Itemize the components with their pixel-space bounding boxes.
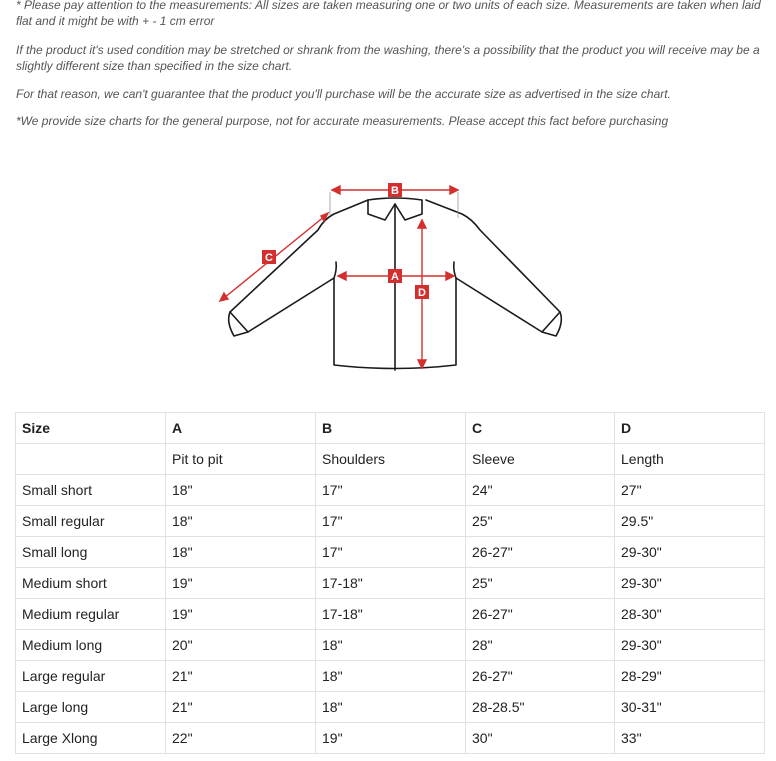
note-used-condition: If the product it's used condition may be stretched or shrank from the washing, there's a possibility that the product you will receive may be a slightly different size than specified in the size chart. (16, 43, 760, 73)
cell-c: 28-28.5" (466, 692, 615, 723)
table-row (16, 723, 765, 754)
marker-d-label: D (418, 287, 426, 299)
marker-a-label: A (391, 271, 399, 283)
cell-size: Small regular (16, 506, 166, 537)
cell-b: 18" (316, 692, 466, 723)
subheader-shoulders: Shoulders (316, 444, 466, 475)
cell-size: Medium regular (16, 599, 166, 630)
cell-b: 18" (316, 661, 466, 692)
cell-size: Small short (16, 475, 166, 506)
header-d: D (615, 413, 765, 444)
cell-b: 17" (316, 475, 466, 506)
cell-b: 17" (316, 506, 466, 537)
table-row (16, 599, 765, 630)
cell-d: 28-30" (615, 599, 765, 630)
cell-c: 28" (466, 630, 615, 661)
cell-size: Large long (16, 692, 166, 723)
cell-b: 17-18" (316, 568, 466, 599)
cell-c: 26-27" (466, 661, 615, 692)
cell-a: 18" (166, 475, 316, 506)
header-b: B (316, 413, 466, 444)
cell-d: 29-30" (615, 537, 765, 568)
cell-d: 29.5" (615, 506, 765, 537)
cell-c: 24" (466, 475, 615, 506)
marker-c-label: C (265, 252, 273, 264)
note-general-purpose: *We provide size charts for the general purpose, not for accurate measurements. Please accept this fact before purchasing (16, 114, 669, 128)
subheader-sleeve: Sleeve (466, 444, 615, 475)
cell-a: 21" (166, 692, 316, 723)
cell-d: 33" (615, 723, 765, 754)
table-row (16, 661, 765, 692)
note-measurement: * Please pay attention to the measurements: All sizes are taken measuring one or two units of each size. Measurements are taken when laid flat and it might be with + - 1 cm error (16, 0, 761, 28)
table-row (16, 506, 765, 537)
cell-a: 19" (166, 568, 316, 599)
cell-a: 18" (166, 537, 316, 568)
table-row (16, 475, 765, 506)
cell-b: 17" (316, 537, 466, 568)
cell-a: 20" (166, 630, 316, 661)
cell-a: 18" (166, 506, 316, 537)
cell-b: 17-18" (316, 599, 466, 630)
subheader-pit-to-pit: Pit to pit (166, 444, 316, 475)
subheader-size (16, 444, 166, 475)
cell-c: 30" (466, 723, 615, 754)
header-c: C (466, 413, 615, 444)
cell-c: 26-27" (466, 537, 615, 568)
cell-d: 27" (615, 475, 765, 506)
table-header-row (16, 413, 765, 444)
cell-a: 22" (166, 723, 316, 754)
table-subheader-row (16, 444, 765, 475)
header-size: Size (16, 413, 166, 444)
size-chart-table (15, 412, 765, 754)
cell-size: Large regular (16, 661, 166, 692)
note-no-guarantee: For that reason, we can't guarantee that the product you'll purchase will be the accurate size as advertised in the size chart. (16, 87, 671, 101)
table-row (16, 692, 765, 723)
cell-c: 25" (466, 506, 615, 537)
table-row (16, 568, 765, 599)
header-a: A (166, 413, 316, 444)
cell-b: 19" (316, 723, 466, 754)
cell-d: 29-30" (615, 630, 765, 661)
cell-d: 28-29" (615, 661, 765, 692)
cell-c: 26-27" (466, 599, 615, 630)
cell-size: Medium short (16, 568, 166, 599)
cell-d: 29-30" (615, 568, 765, 599)
table-row (16, 537, 765, 568)
marker-b-label: B (391, 185, 399, 197)
subheader-length: Length (615, 444, 765, 475)
cell-b: 18" (316, 630, 466, 661)
cell-c: 25" (466, 568, 615, 599)
cell-a: 21" (166, 661, 316, 692)
cell-size: Medium long (16, 630, 166, 661)
cell-size: Small long (16, 537, 166, 568)
cell-a: 19" (166, 599, 316, 630)
jacket-measurement-diagram (200, 170, 580, 385)
table-row (16, 630, 765, 661)
cell-size: Large Xlong (16, 723, 166, 754)
cell-d: 30-31" (615, 692, 765, 723)
